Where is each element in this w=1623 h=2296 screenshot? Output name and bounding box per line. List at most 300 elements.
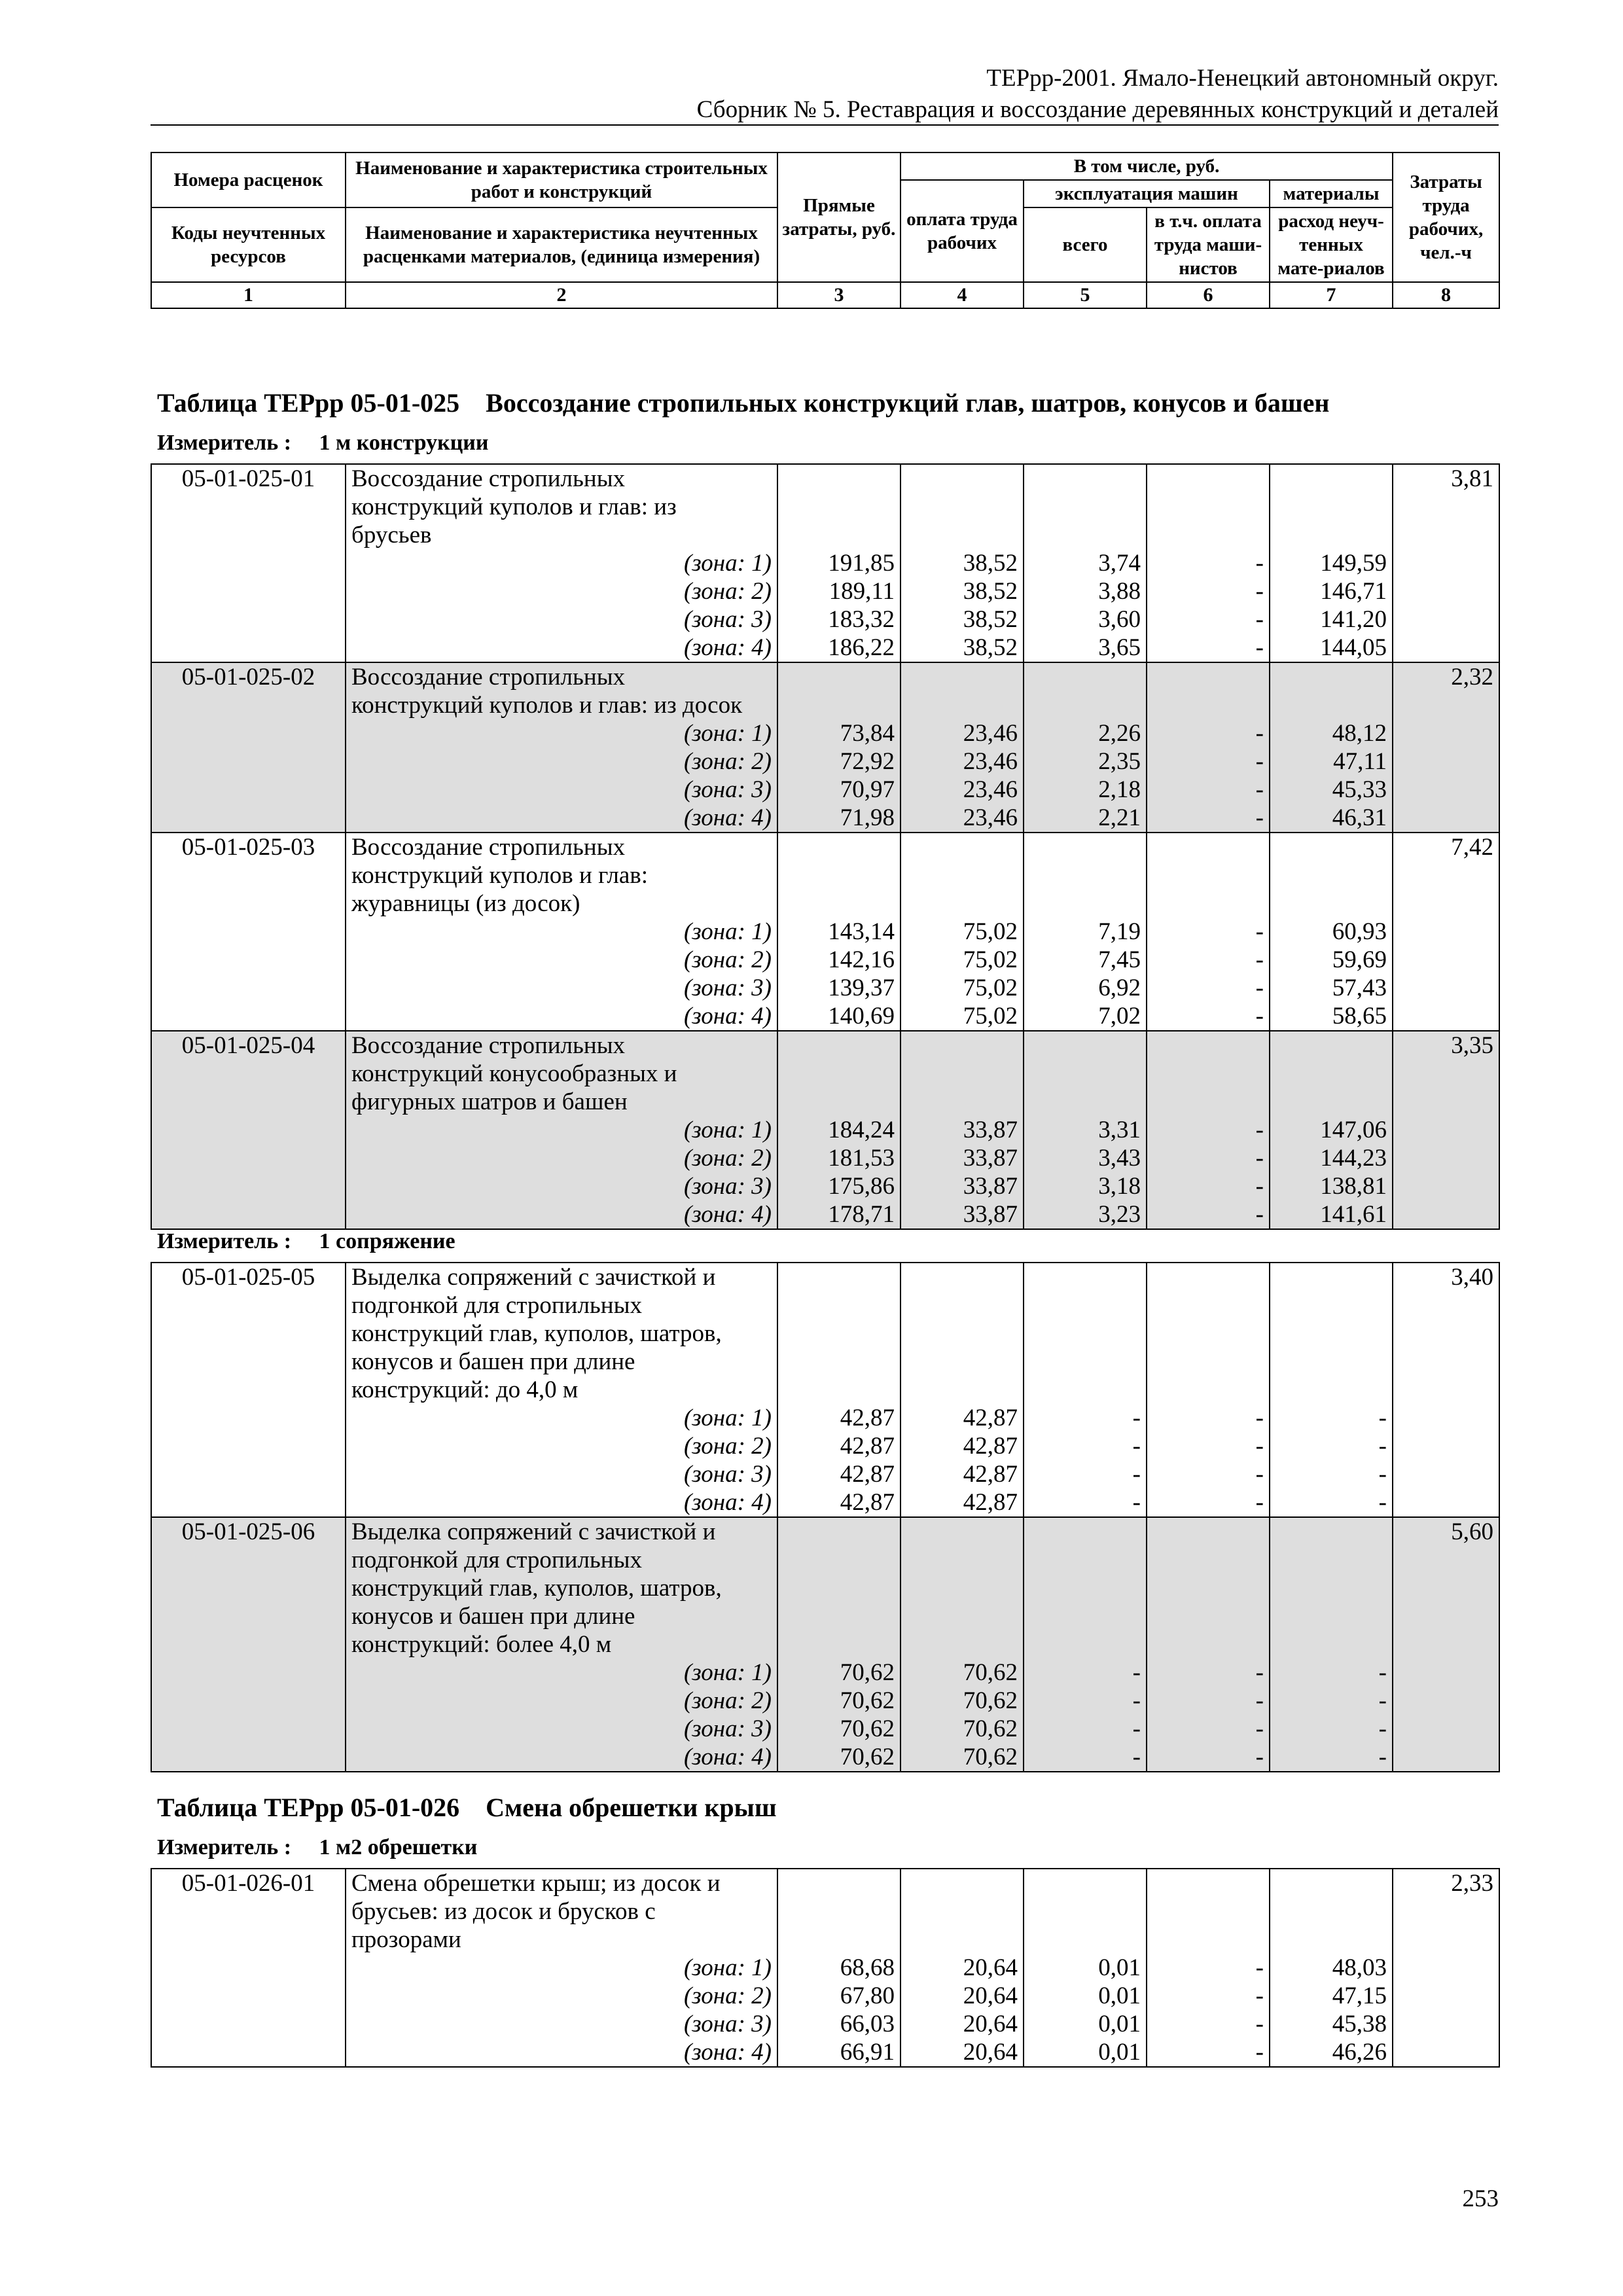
table-row — [151, 1574, 1499, 1602]
labor-hours — [1393, 1376, 1499, 1404]
empty-cell — [901, 493, 1024, 521]
empty-cell — [901, 662, 1024, 691]
empty-cell — [1270, 1517, 1393, 1546]
empty-cell — [1393, 1982, 1499, 2010]
zone-row — [151, 634, 1499, 662]
rate-code — [151, 1602, 346, 1630]
worker-pay: 20,64 — [901, 1954, 1024, 1982]
empty-cell — [1393, 776, 1499, 804]
machines-total: 2,18 — [1024, 776, 1147, 804]
materials-cost: 48,03 — [1270, 1954, 1393, 1982]
work-description: конструкций: до 4,0 м — [346, 1376, 777, 1404]
labor-hours — [1393, 1926, 1499, 1954]
empty-cell — [1147, 1060, 1270, 1088]
labor-hours — [1393, 889, 1499, 918]
empty-cell — [1147, 1602, 1270, 1630]
direct-costs: 42,87 — [777, 1404, 901, 1432]
worker-pay: 42,87 — [901, 1404, 1024, 1432]
empty-cell — [901, 833, 1024, 861]
empty-cell — [777, 662, 901, 691]
rate-code — [151, 1319, 346, 1348]
work-description: Выделка сопряжений с зачисткой и — [346, 1263, 777, 1291]
empty-cell — [1024, 1319, 1147, 1348]
machines-total: 3,74 — [1024, 549, 1147, 577]
table-row — [151, 1060, 1499, 1088]
table-row — [151, 1897, 1499, 1926]
empty-cell — [1270, 464, 1393, 493]
empty-cell — [777, 1897, 901, 1926]
table-row — [151, 861, 1499, 889]
empty-cell — [1024, 691, 1147, 719]
machines-total: 6,92 — [1024, 974, 1147, 1002]
direct-costs: 191,85 — [777, 549, 901, 577]
rates-table — [151, 463, 1500, 1230]
machines-total: - — [1024, 1743, 1147, 1772]
zone-row — [151, 918, 1499, 946]
zone-label: (зона: 1) — [346, 719, 777, 747]
empty-cell — [1147, 1546, 1270, 1574]
empty-cell — [901, 1546, 1024, 1574]
direct-costs: 66,03 — [777, 2010, 901, 2038]
worker-pay: 33,87 — [901, 1144, 1024, 1172]
zone-row — [151, 1172, 1499, 1200]
empty-cell — [1147, 464, 1270, 493]
rate-code — [151, 1630, 346, 1659]
labor-hours — [1393, 1546, 1499, 1574]
empty-cell — [777, 1319, 901, 1348]
machinist-pay: - — [1147, 577, 1270, 605]
empty-cell — [151, 1659, 346, 1687]
empty-cell — [777, 1291, 901, 1319]
machines-total: - — [1024, 1404, 1147, 1432]
empty-cell — [1393, 1116, 1499, 1144]
labor-hours — [1393, 1630, 1499, 1659]
work-description: прозорами — [346, 1926, 777, 1954]
empty-cell — [1393, 1172, 1499, 1200]
empty-cell — [777, 889, 901, 918]
rate-code: 05-01-025-02 — [151, 662, 346, 691]
zone-label: (зона: 1) — [346, 1954, 777, 1982]
zone-row — [151, 804, 1499, 833]
rate-code — [151, 1088, 346, 1116]
header-name-top: Наименование и характеристика строительных работ и конструкций — [346, 152, 777, 207]
materials-cost: - — [1270, 1715, 1393, 1743]
header-uncounted-materials: расход неуч-тенных мате-риалов — [1270, 207, 1393, 282]
empty-cell — [1270, 833, 1393, 861]
empty-cell — [151, 634, 346, 662]
empty-cell — [901, 1630, 1024, 1659]
header-labor-hours: Затраты труда рабочих, чел.-ч — [1393, 152, 1499, 282]
work-description: конструкций куполов и глав: — [346, 861, 777, 889]
worker-pay: 42,87 — [901, 1432, 1024, 1460]
materials-cost: 149,59 — [1270, 549, 1393, 577]
table-row — [151, 1031, 1499, 1060]
header-including: В том числе, руб. — [901, 152, 1393, 180]
labor-hours: 3,40 — [1393, 1263, 1499, 1291]
zone-row — [151, 1982, 1499, 2010]
machinist-pay: - — [1147, 634, 1270, 662]
empty-cell — [1024, 1630, 1147, 1659]
empty-cell — [1147, 691, 1270, 719]
rates-table — [151, 1262, 1500, 1772]
empty-cell — [1147, 1263, 1270, 1291]
empty-cell — [151, 776, 346, 804]
empty-cell — [777, 1031, 901, 1060]
empty-cell — [151, 1488, 346, 1517]
empty-cell — [777, 833, 901, 861]
work-description: конусов и башен при длине — [346, 1602, 777, 1630]
materials-cost: 60,93 — [1270, 918, 1393, 946]
materials-cost: 46,26 — [1270, 2038, 1393, 2067]
empty-cell — [151, 1687, 346, 1715]
materials-cost: 45,38 — [1270, 2010, 1393, 2038]
empty-cell — [1147, 1630, 1270, 1659]
rate-code — [151, 1376, 346, 1404]
rate-code — [151, 1546, 346, 1574]
direct-costs: 175,86 — [777, 1172, 901, 1200]
empty-cell — [1393, 1404, 1499, 1432]
empty-cell — [901, 1517, 1024, 1546]
empty-cell — [901, 1602, 1024, 1630]
zone-row — [151, 2010, 1499, 2038]
empty-cell — [901, 1319, 1024, 1348]
machines-total: 7,02 — [1024, 1002, 1147, 1031]
empty-cell — [1024, 521, 1147, 549]
empty-cell — [151, 1116, 346, 1144]
machines-total: - — [1024, 1460, 1147, 1488]
materials-cost: 147,06 — [1270, 1116, 1393, 1144]
empty-cell — [1147, 1869, 1270, 1897]
labor-hours: 2,32 — [1393, 662, 1499, 691]
zone-row — [151, 549, 1499, 577]
zone-row — [151, 1432, 1499, 1460]
empty-cell — [777, 464, 901, 493]
direct-costs: 183,32 — [777, 605, 901, 634]
worker-pay: 75,02 — [901, 974, 1024, 1002]
zone-row — [151, 946, 1499, 974]
empty-cell — [151, 2010, 346, 2038]
zone-row — [151, 577, 1499, 605]
zone-label: (зона: 2) — [346, 747, 777, 776]
direct-costs: 186,22 — [777, 634, 901, 662]
empty-cell — [1270, 1348, 1393, 1376]
table-row — [151, 493, 1499, 521]
empty-cell — [1024, 1517, 1147, 1546]
empty-cell — [1393, 1432, 1499, 1460]
zone-label: (зона: 4) — [346, 804, 777, 833]
labor-hours: 3,35 — [1393, 1031, 1499, 1060]
machinist-pay: - — [1147, 719, 1270, 747]
empty-cell — [1270, 861, 1393, 889]
work-description: Смена обрешетки крыш; из досок и — [346, 1869, 777, 1897]
empty-cell — [901, 1926, 1024, 1954]
machinist-pay: - — [1147, 1488, 1270, 1517]
column-number: 6 — [1147, 282, 1270, 308]
worker-pay: 70,62 — [901, 1715, 1024, 1743]
rate-code: 05-01-025-03 — [151, 833, 346, 861]
labor-hours: 5,60 — [1393, 1517, 1499, 1546]
zone-label: (зона: 3) — [346, 1172, 777, 1200]
table-row — [151, 1088, 1499, 1116]
header-collection-subtitle: Сборник № 5. Реставрация и воссоздание деревянных конструкций и деталей — [696, 96, 1499, 123]
materials-cost: 141,20 — [1270, 605, 1393, 634]
table-row — [151, 1263, 1499, 1291]
machines-total: 0,01 — [1024, 1982, 1147, 2010]
empty-cell — [1024, 1263, 1147, 1291]
zone-row — [151, 974, 1499, 1002]
empty-cell — [1147, 1376, 1270, 1404]
zone-row — [151, 1488, 1499, 1517]
zone-label: (зона: 1) — [346, 1404, 777, 1432]
empty-cell — [1024, 1546, 1147, 1574]
labor-hours — [1393, 1291, 1499, 1319]
empty-cell — [1147, 1291, 1270, 1319]
empty-cell — [151, 1144, 346, 1172]
empty-cell — [1147, 1517, 1270, 1546]
labor-hours — [1393, 1060, 1499, 1088]
empty-cell — [1024, 1088, 1147, 1116]
worker-pay: 38,52 — [901, 634, 1024, 662]
rate-code — [151, 1926, 346, 1954]
machinist-pay: - — [1147, 1432, 1270, 1460]
zone-label: (зона: 2) — [346, 1432, 777, 1460]
machines-total: 3,43 — [1024, 1144, 1147, 1172]
zone-row — [151, 1743, 1499, 1772]
work-description: Воссоздание стропильных — [346, 662, 777, 691]
materials-cost: - — [1270, 1488, 1393, 1517]
empty-cell — [1393, 2038, 1499, 2067]
empty-cell — [901, 691, 1024, 719]
zone-row — [151, 1954, 1499, 1982]
empty-cell — [1393, 549, 1499, 577]
empty-cell — [1393, 1743, 1499, 1772]
worker-pay: 38,52 — [901, 549, 1024, 577]
empty-cell — [1270, 691, 1393, 719]
empty-cell — [1270, 1602, 1393, 1630]
worker-pay: 38,52 — [901, 577, 1024, 605]
zone-label: (зона: 4) — [346, 634, 777, 662]
rate-code — [151, 493, 346, 521]
rate-code: 05-01-025-04 — [151, 1031, 346, 1060]
direct-costs: 181,53 — [777, 1144, 901, 1172]
empty-cell — [1270, 1319, 1393, 1348]
zone-row — [151, 1404, 1499, 1432]
machinist-pay: - — [1147, 1002, 1270, 1031]
table-row — [151, 1517, 1499, 1546]
empty-cell — [151, 804, 346, 833]
table-row — [151, 1319, 1499, 1348]
empty-cell — [1270, 1897, 1393, 1926]
header-worker-pay: оплата труда рабочих — [901, 180, 1024, 282]
direct-costs: 67,80 — [777, 1982, 901, 2010]
labor-hours: 3,81 — [1393, 464, 1499, 493]
empty-cell — [901, 1348, 1024, 1376]
empty-cell — [1147, 1319, 1270, 1348]
zone-label: (зона: 3) — [346, 776, 777, 804]
empty-cell — [777, 691, 901, 719]
zone-row — [151, 1200, 1499, 1229]
machines-total: 0,01 — [1024, 2010, 1147, 2038]
empty-cell — [151, 549, 346, 577]
column-number: 5 — [1024, 282, 1147, 308]
materials-cost: 48,12 — [1270, 719, 1393, 747]
machines-total: - — [1024, 1488, 1147, 1517]
empty-cell — [1147, 1031, 1270, 1060]
machines-total: - — [1024, 1715, 1147, 1743]
empty-cell — [1024, 1897, 1147, 1926]
table-row — [151, 1602, 1499, 1630]
direct-costs: 42,87 — [777, 1460, 901, 1488]
empty-cell — [1393, 577, 1499, 605]
machinist-pay: - — [1147, 1715, 1270, 1743]
worker-pay: 42,87 — [901, 1488, 1024, 1517]
empty-cell — [1147, 1574, 1270, 1602]
direct-costs: 66,91 — [777, 2038, 901, 2067]
header-machines-total: всего — [1024, 207, 1147, 282]
empty-cell — [901, 1060, 1024, 1088]
empty-cell — [901, 521, 1024, 549]
direct-costs: 73,84 — [777, 719, 901, 747]
empty-cell — [1393, 1002, 1499, 1031]
work-description: конструкций куполов и глав: из досок — [346, 691, 777, 719]
table-row — [151, 1546, 1499, 1574]
machinist-pay: - — [1147, 1982, 1270, 2010]
empty-cell — [777, 1630, 901, 1659]
worker-pay: 42,87 — [901, 1460, 1024, 1488]
table-row — [151, 1926, 1499, 1954]
empty-cell — [1393, 1460, 1499, 1488]
materials-cost: 58,65 — [1270, 1002, 1393, 1031]
machinist-pay: - — [1147, 776, 1270, 804]
empty-cell — [1024, 1926, 1147, 1954]
work-description: конструкций конусообразных и — [346, 1060, 777, 1088]
zone-label: (зона: 4) — [346, 2038, 777, 2067]
empty-cell — [777, 1263, 901, 1291]
machinist-pay: - — [1147, 804, 1270, 833]
empty-cell — [1270, 1291, 1393, 1319]
empty-cell — [151, 1432, 346, 1460]
empty-cell — [777, 1088, 901, 1116]
zone-label: (зона: 4) — [346, 1200, 777, 1229]
empty-cell — [1270, 521, 1393, 549]
empty-cell — [1270, 1263, 1393, 1291]
empty-cell — [1270, 1869, 1393, 1897]
empty-cell — [901, 1263, 1024, 1291]
measure-unit: Измеритель : 1 сопряжение — [157, 1229, 455, 1253]
empty-cell — [1393, 1488, 1499, 1517]
zone-label: (зона: 3) — [346, 974, 777, 1002]
work-description: конусов и башен при длине — [346, 1348, 777, 1376]
empty-cell — [1393, 719, 1499, 747]
zone-label: (зона: 4) — [346, 1002, 777, 1031]
worker-pay: 70,62 — [901, 1687, 1024, 1715]
empty-cell — [1393, 918, 1499, 946]
zone-label: (зона: 1) — [346, 1659, 777, 1687]
machines-total: 0,01 — [1024, 2038, 1147, 2067]
materials-cost: 47,11 — [1270, 747, 1393, 776]
empty-cell — [1393, 1659, 1499, 1687]
labor-hours — [1393, 493, 1499, 521]
direct-costs: 70,62 — [777, 1743, 901, 1772]
rate-code: 05-01-026-01 — [151, 1869, 346, 1897]
direct-costs: 189,11 — [777, 577, 901, 605]
empty-cell — [901, 464, 1024, 493]
header-codes-bottom: Коды неучтенных ресурсов — [151, 207, 346, 282]
zone-row — [151, 719, 1499, 747]
materials-cost: 144,05 — [1270, 634, 1393, 662]
empty-cell — [1024, 861, 1147, 889]
table-row — [151, 662, 1499, 691]
empty-cell — [151, 2038, 346, 2067]
empty-cell — [151, 918, 346, 946]
labor-hours — [1393, 1348, 1499, 1376]
work-description: Выделка сопряжений с зачисткой и — [346, 1517, 777, 1546]
work-description: конструкций глав, куполов, шатров, — [346, 1574, 777, 1602]
zone-row — [151, 776, 1499, 804]
labor-hours — [1393, 1602, 1499, 1630]
page-header — [151, 63, 1499, 126]
header-machinist-pay: в т.ч. оплата труда маши-нистов — [1147, 207, 1270, 282]
rate-code — [151, 691, 346, 719]
direct-costs: 71,98 — [777, 804, 901, 833]
empty-cell — [777, 1348, 901, 1376]
work-description: Воссоздание стропильных — [346, 833, 777, 861]
materials-cost: 59,69 — [1270, 946, 1393, 974]
empty-cell — [1024, 889, 1147, 918]
materials-cost: 45,33 — [1270, 776, 1393, 804]
zone-label: (зона: 2) — [346, 1982, 777, 2010]
zone-label: (зона: 3) — [346, 605, 777, 634]
column-header-table — [151, 152, 1500, 309]
empty-cell — [1393, 1715, 1499, 1743]
machines-total: 3,23 — [1024, 1200, 1147, 1229]
rates-table — [151, 1868, 1500, 2068]
empty-cell — [901, 1869, 1024, 1897]
table-row — [151, 691, 1499, 719]
zone-label: (зона: 3) — [346, 2010, 777, 2038]
machines-total: 7,19 — [1024, 918, 1147, 946]
work-description: конструкций глав, куполов, шатров, — [346, 1319, 777, 1348]
empty-cell — [1024, 493, 1147, 521]
machinist-pay: - — [1147, 1144, 1270, 1172]
direct-costs: 42,87 — [777, 1488, 901, 1517]
table-row — [151, 1376, 1499, 1404]
table-row — [151, 1348, 1499, 1376]
empty-cell — [1270, 1376, 1393, 1404]
machines-total: - — [1024, 1687, 1147, 1715]
direct-costs: 178,71 — [777, 1200, 901, 1229]
materials-cost: - — [1270, 1659, 1393, 1687]
labor-hours — [1393, 1574, 1499, 1602]
measure-unit: Измеритель : 1 м2 обрешетки — [157, 1835, 478, 1859]
worker-pay: 20,64 — [901, 2010, 1024, 2038]
empty-cell — [1147, 521, 1270, 549]
labor-hours — [1393, 1897, 1499, 1926]
empty-cell — [1270, 1574, 1393, 1602]
worker-pay: 70,62 — [901, 1743, 1024, 1772]
machinist-pay: - — [1147, 2038, 1270, 2067]
worker-pay: 23,46 — [901, 747, 1024, 776]
empty-cell — [1024, 1574, 1147, 1602]
empty-cell — [151, 1715, 346, 1743]
zone-label: (зона: 1) — [346, 918, 777, 946]
empty-cell — [1024, 1291, 1147, 1319]
materials-cost: - — [1270, 1432, 1393, 1460]
work-description: Воссоздание стропильных — [346, 1031, 777, 1060]
machinist-pay: - — [1147, 549, 1270, 577]
column-number: 8 — [1393, 282, 1499, 308]
empty-cell — [1024, 1602, 1147, 1630]
